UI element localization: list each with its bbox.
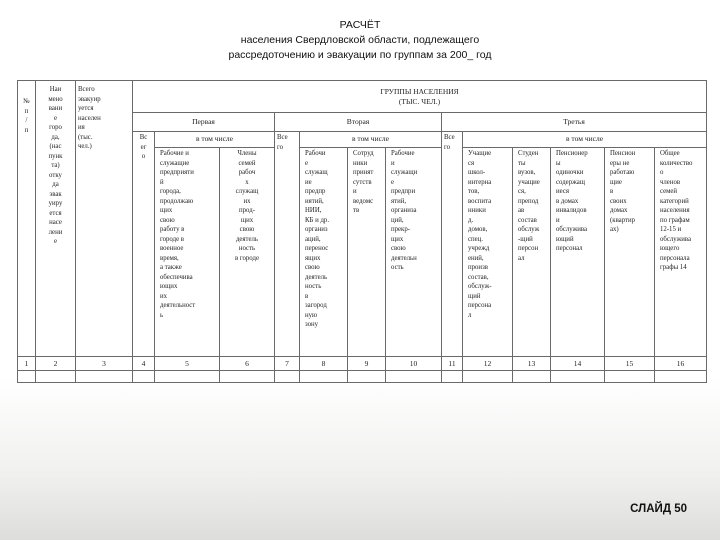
column-header-8: Рабочи е служащ ие предпр иятий, НИИ, КБ и др. организ аций, перенос ящих свою деятель ность в загород ную зону	[300, 148, 348, 357]
column-number-2: 2	[36, 357, 76, 371]
column-header-city-name: Наи мено вани е горо да, (нас пунк та) отку да эвак уиру ется насе лени е	[36, 81, 76, 357]
empty-cell	[442, 371, 463, 383]
empty-cell	[348, 371, 386, 383]
column-number-5: 5	[155, 357, 220, 371]
column-header-total-evacuated: Всего эвакуир уется населен ия (тыс. чел.)	[76, 81, 133, 357]
column-header-12: Учащие ся школ- интерна тов, воспита нники д. домов, спец. учрежд ений, произв состав, обслуж- щий персона л	[463, 148, 513, 357]
column-header-number: № п / п	[18, 81, 36, 357]
column-number-4: 4	[133, 357, 155, 371]
title-line-2: населения Свердловской области, подлежащего	[240, 34, 480, 46]
slide-number: СЛАЙД 50	[630, 503, 687, 515]
empty-cell	[275, 371, 300, 383]
group-first-total: Вс ег о	[133, 132, 155, 357]
column-number-15: 15	[605, 357, 655, 371]
empty-cell	[513, 371, 551, 383]
empty-cell	[76, 371, 133, 383]
empty-cell	[300, 371, 348, 383]
column-header-13: Студен ты вузов, учащие ся, препод ав состав обслуж -щий персон ал	[513, 148, 551, 357]
group-third-total: Все го	[442, 132, 463, 357]
empty-cell	[18, 371, 36, 383]
column-header-15: Пенсион еры не работаю щие в своих домах (квартир ах)	[605, 148, 655, 357]
column-number-10: 10	[386, 357, 442, 371]
column-number-13: 13	[513, 357, 551, 371]
column-header-9: Сотруд ники принят сутств и ведомс тв	[348, 148, 386, 357]
column-number-11: 11	[442, 357, 463, 371]
empty-cell	[386, 371, 442, 383]
column-number-6: 6	[220, 357, 275, 371]
empty-cell	[133, 371, 155, 383]
group-first-including: в том числе	[155, 132, 275, 148]
column-number-12: 12	[463, 357, 513, 371]
column-header-10: Рабочие и служащи е предпри ятий, организа ций, прекр- щих свою деятельн ость	[386, 148, 442, 357]
group-second-including: в том числе	[300, 132, 442, 148]
empty-cell	[463, 371, 513, 383]
column-header-14: Пенсионер ы одиночки содержащ иеся в домах инвалидов и обслужива ющий персонал	[551, 148, 605, 357]
column-number-3: 3	[76, 357, 133, 371]
evacuation-table	[17, 80, 707, 383]
groups-header: ГРУППЫ НАСЕЛЕНИЯ (ТЫС. ЧЕЛ.)	[133, 81, 707, 113]
group-third-including: в том числе	[463, 132, 707, 148]
column-header-16: Общее количество о членов семей категорий населения по графам 12-15 и обслужива ющего персонала графы 14	[655, 148, 707, 357]
group-first-header: Первая	[133, 113, 275, 132]
title-line-1: РАСЧЁТ	[339, 19, 381, 31]
column-header-5: Рабочие и служащие предприяти й города, продолжаю щих свою работу в городе в военное время, а также обеспечива ющих их деятельност ь	[155, 148, 220, 357]
column-number-14: 14	[551, 357, 605, 371]
column-number-1: 1	[18, 357, 36, 371]
empty-cell	[36, 371, 76, 383]
empty-cell	[220, 371, 275, 383]
column-header-6: Члены семей рабоч х служащ их прод- щих свою деятель ность в городе	[220, 148, 275, 357]
empty-cell	[655, 371, 707, 383]
column-number-8: 8	[300, 357, 348, 371]
column-number-7: 7	[275, 357, 300, 371]
column-number-9: 9	[348, 357, 386, 371]
title-line-3: рассредоточению и эвакуации по группам за 200_ год	[228, 49, 492, 61]
document-title	[150, 18, 570, 63]
group-second-total: Все го	[275, 132, 300, 357]
empty-cell	[551, 371, 605, 383]
empty-cell	[155, 371, 220, 383]
empty-cell	[605, 371, 655, 383]
column-number-16: 16	[655, 357, 707, 371]
group-second-header: Вторая	[275, 113, 442, 132]
group-third-header: Третья	[442, 113, 707, 132]
